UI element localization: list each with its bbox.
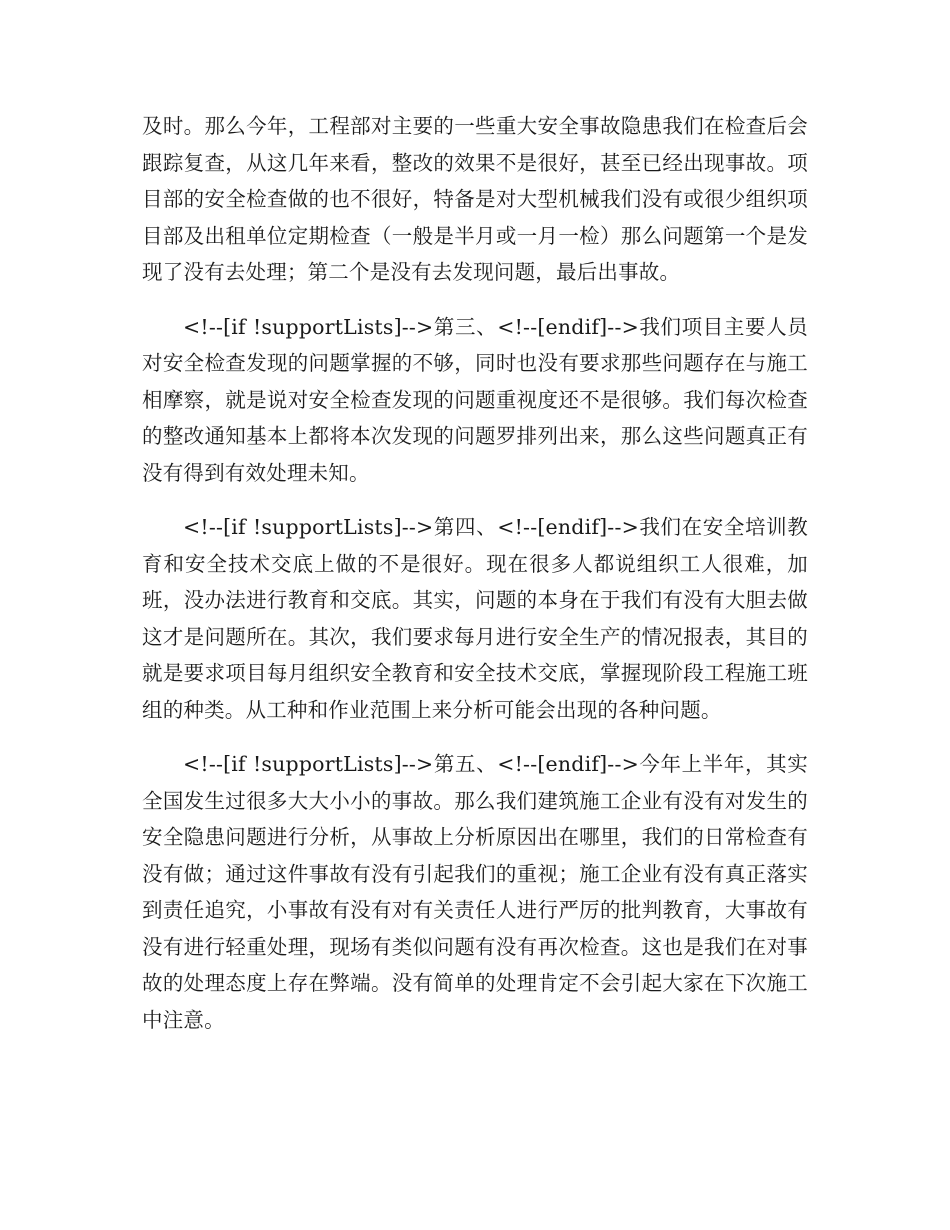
paragraph-2: <!--[if !supportLists]-->第三、<!--[endif]-->我们项目主要人员对安全检查发现的问题掌握的不够，同时也没有要求那些问题存在与施工相摩察，就是说对安全检查发现的问题重视度还不是很够。我们每次检查的整改通知基本上都将本次发现的问题罗排列出来，那么这些问题真正有没有得到有效处理未知。 — [142, 314, 808, 485]
paragraph-4: <!--[if !supportLists]-->第五、<!--[endif]-->今年上半年，其实全国发生过很多大大小小的事故。那么我们建筑施工企业有没有对发生的安全隐患问题进行分析，从事故上分析原因出在哪里，我们的日常检查有没有做；通过这件事故有没有引起我们的重视；施工企业有没有真正落实到责任追究，小事故有没有对有关责任人进行严厉的批判教育，大事故有没有进行轻重处理，现场有类似问题有没有再次检查。这也是我们在对事故的处理态度上存在弊端。没有简单的处理肯定不会引起大家在下次施工中注意。 — [142, 752, 808, 1032]
document-page — [142, 108, 808, 1056]
paragraph-3: <!--[if !supportLists]-->第四、<!--[endif]-->我们在安全培训教育和安全技术交底上做的不是很好。现在很多人都说组织工人很难，加班，没办法进行教育和交底。其实，问题的本身在于我们有没有大胆去做这才是问题所在。其次，我们要求每月进行安全生产的情况报表，其目的就是要求项目每月组织安全教育和安全技术交底，掌握现阶段工程施工班组的种类。从工种和作业范围上来分析可能会出现的各种问题。 — [142, 515, 808, 722]
paragraph-1: 及时。那么今年，工程部对主要的一些重大安全事故隐患我们在检查后会跟踪复查，从这几年来看，整改的效果不是很好，甚至已经出现事故。项目部的安全检查做的也不很好，特备是对大型机械我们没有或很少组织项目部及出租单位定期检查（一般是半月或一月一检）那么问题第一个是发现了没有去处理；第二个是没有去发现问题，最后出事故。 — [142, 114, 808, 284]
